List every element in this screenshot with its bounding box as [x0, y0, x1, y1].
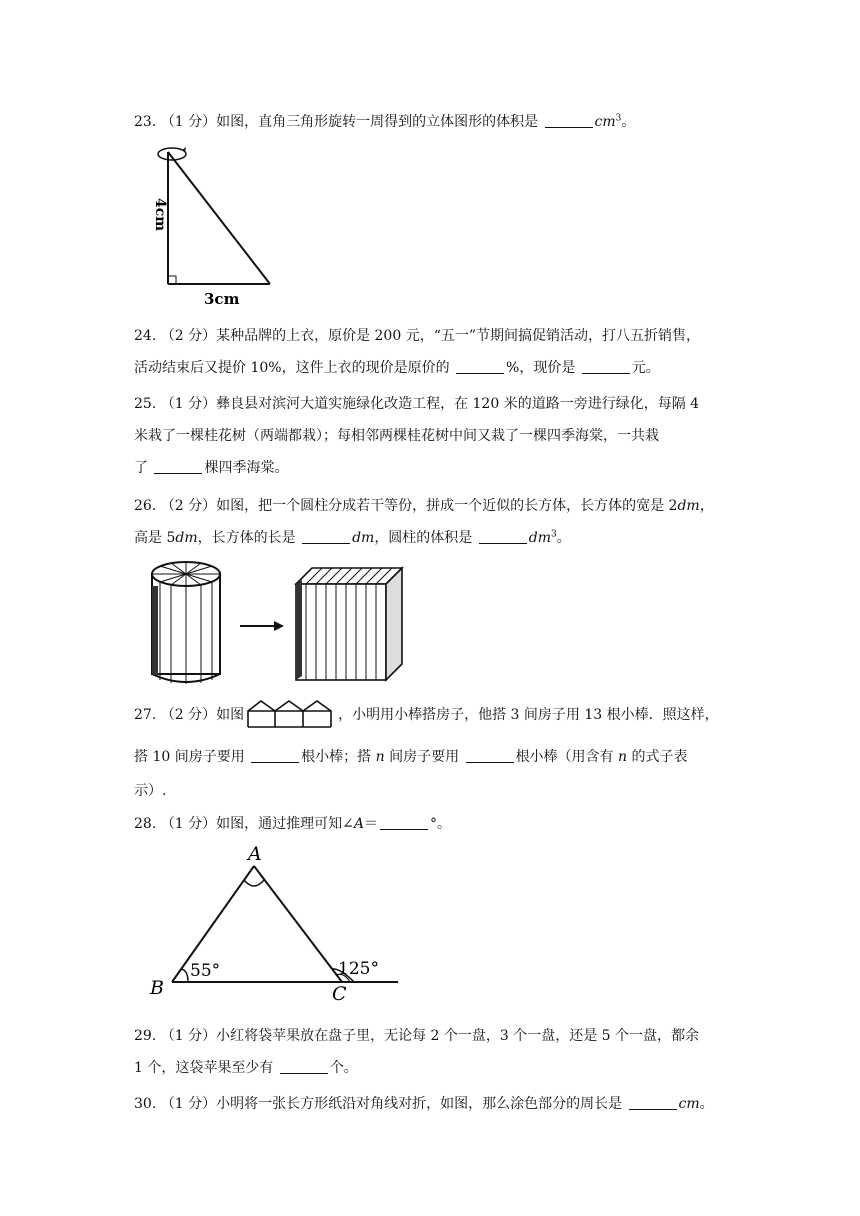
q23-height-label: 4cm	[152, 198, 168, 232]
q27-houses-figure	[246, 699, 336, 729]
q30-end: 。	[699, 1096, 714, 1112]
q27-line2a: 搭 10 间房子要用	[134, 749, 245, 765]
q26-answer-blank-2[interactable]	[479, 529, 527, 544]
q30-answer-blank[interactable]	[629, 1095, 677, 1110]
q23-triangle-figure	[148, 144, 278, 308]
question-24	[134, 320, 734, 384]
q25-line3b: 棵四季海棠。	[204, 460, 289, 476]
q29-line2a: 1 个，这袋苹果至少有	[134, 1060, 274, 1076]
question-27	[134, 698, 734, 808]
q23-text: 23. （1 分）如图，直角三角形旋转一周得到的立体图形的体积是	[134, 114, 539, 130]
q28-vertex-C: C	[332, 983, 347, 1002]
q24-answer-blank-1[interactable]	[456, 359, 504, 374]
q28-angle-B-label: 55°	[190, 961, 221, 981]
q26-unit-1: dm	[677, 498, 700, 514]
q24-line2: 活动结束后又提价 10%，这件上衣的现价是原价的	[134, 360, 450, 376]
q28-answer-blank[interactable]	[380, 815, 428, 830]
q27-line2b: 根小棒；搭	[301, 749, 372, 765]
q25-line3a: 了	[134, 460, 148, 476]
q26-line2d: 。	[556, 530, 571, 546]
q27-line2d: 根小棒（用含有	[515, 749, 614, 765]
q26-exponent: 3	[551, 529, 557, 540]
q24-line1: 24. （2 分）某种品牌的上衣，原价是 200 元，“五一”节期间搞促销活动，打八五折销售，	[134, 328, 701, 344]
q24-answer-blank-2[interactable]	[582, 359, 630, 374]
q25-answer-blank[interactable]	[154, 459, 202, 474]
q28-equals: ＝	[363, 816, 378, 832]
q28-vertex-A: A	[248, 843, 262, 865]
question-30	[134, 1088, 734, 1120]
q27-line1b: ，小明用小棒搭房子，他搭 3 间房子用 13 根小棒．照这样，	[338, 707, 719, 723]
q24-line2b: %，现价是	[506, 360, 576, 376]
question-23	[134, 106, 734, 138]
q26-answer-blank-1[interactable]	[302, 529, 350, 544]
q23-answer-blank[interactable]	[545, 113, 593, 128]
q26-line1: 26. （2 分）如图，把一个圆柱分成若干等份，拼成一个近似的长方体，长方体的宽是 2	[134, 498, 678, 514]
q26-unit-4: dm	[528, 530, 552, 546]
q26-unit-2: dm	[175, 530, 198, 546]
q27-answer-blank-2[interactable]	[466, 748, 514, 763]
q27-var-n: n	[375, 749, 385, 765]
q26-line2b: ，长方体的长是	[197, 530, 296, 546]
q26-line2c: ，圆柱的体积是	[374, 530, 473, 546]
q26-unit-3: dm	[352, 530, 375, 546]
q26-line2a: 高是 5	[134, 530, 176, 546]
q29-line2b: 个。	[329, 1060, 358, 1076]
q28-line1c: °。	[429, 816, 451, 832]
q27-line2c: 间房子要用	[389, 749, 460, 765]
q24-line2c: 元。	[631, 360, 660, 376]
question-29	[134, 1020, 734, 1084]
q28-line1a: 28. （1 分）如图，通过推理可知∠	[134, 816, 354, 832]
question-28	[134, 808, 734, 840]
q23-base-label: 3cm	[204, 290, 240, 308]
question-26	[134, 490, 734, 554]
q28-exterior-angle-label: 125°	[338, 959, 379, 979]
q23-unit-exponent: 3	[615, 113, 622, 124]
q27-line3: 示）.	[134, 783, 167, 799]
q27-line2e: 的式子表	[631, 749, 688, 765]
question-25	[134, 388, 734, 484]
q28-triangle-figure	[148, 842, 400, 1002]
q30-unit: cm	[678, 1096, 700, 1112]
q28-vertex-B: B	[150, 977, 164, 999]
q23-unit: cm	[594, 114, 616, 130]
q25-line1: 25. （1 分）彝良县对滨河大道实施绿化改造工程，在 120 米的道路一旁进行绿化，每隔 4	[134, 396, 700, 412]
q25-line2: 米栽了一棵桂花树（两端都栽）；每相邻两棵桂花树中间又栽了一棵四季海棠，一共栽	[134, 428, 659, 444]
q26-cylinder-to-cuboid-figure	[146, 556, 412, 688]
q23-end: 。	[621, 114, 636, 130]
q29-line1: 29. （1 分）小红将袋苹果放在盘子里，无论每 2 个一盘，3 个一盘，还是 5 个一盘，都余	[134, 1028, 700, 1044]
q26-line1b: ，	[699, 498, 714, 514]
q28-var-A: A	[353, 816, 364, 832]
q27-answer-blank-1[interactable]	[251, 748, 299, 763]
q27-line1a: 27. （2 分）如图	[134, 707, 245, 723]
q30-line1a: 30. （1 分）小明将一张长方形纸沿对角线对折，如图，那么涂色部分的周长是	[134, 1096, 623, 1112]
q27-var-n-2: n	[618, 749, 628, 765]
q29-answer-blank[interactable]	[280, 1059, 328, 1074]
